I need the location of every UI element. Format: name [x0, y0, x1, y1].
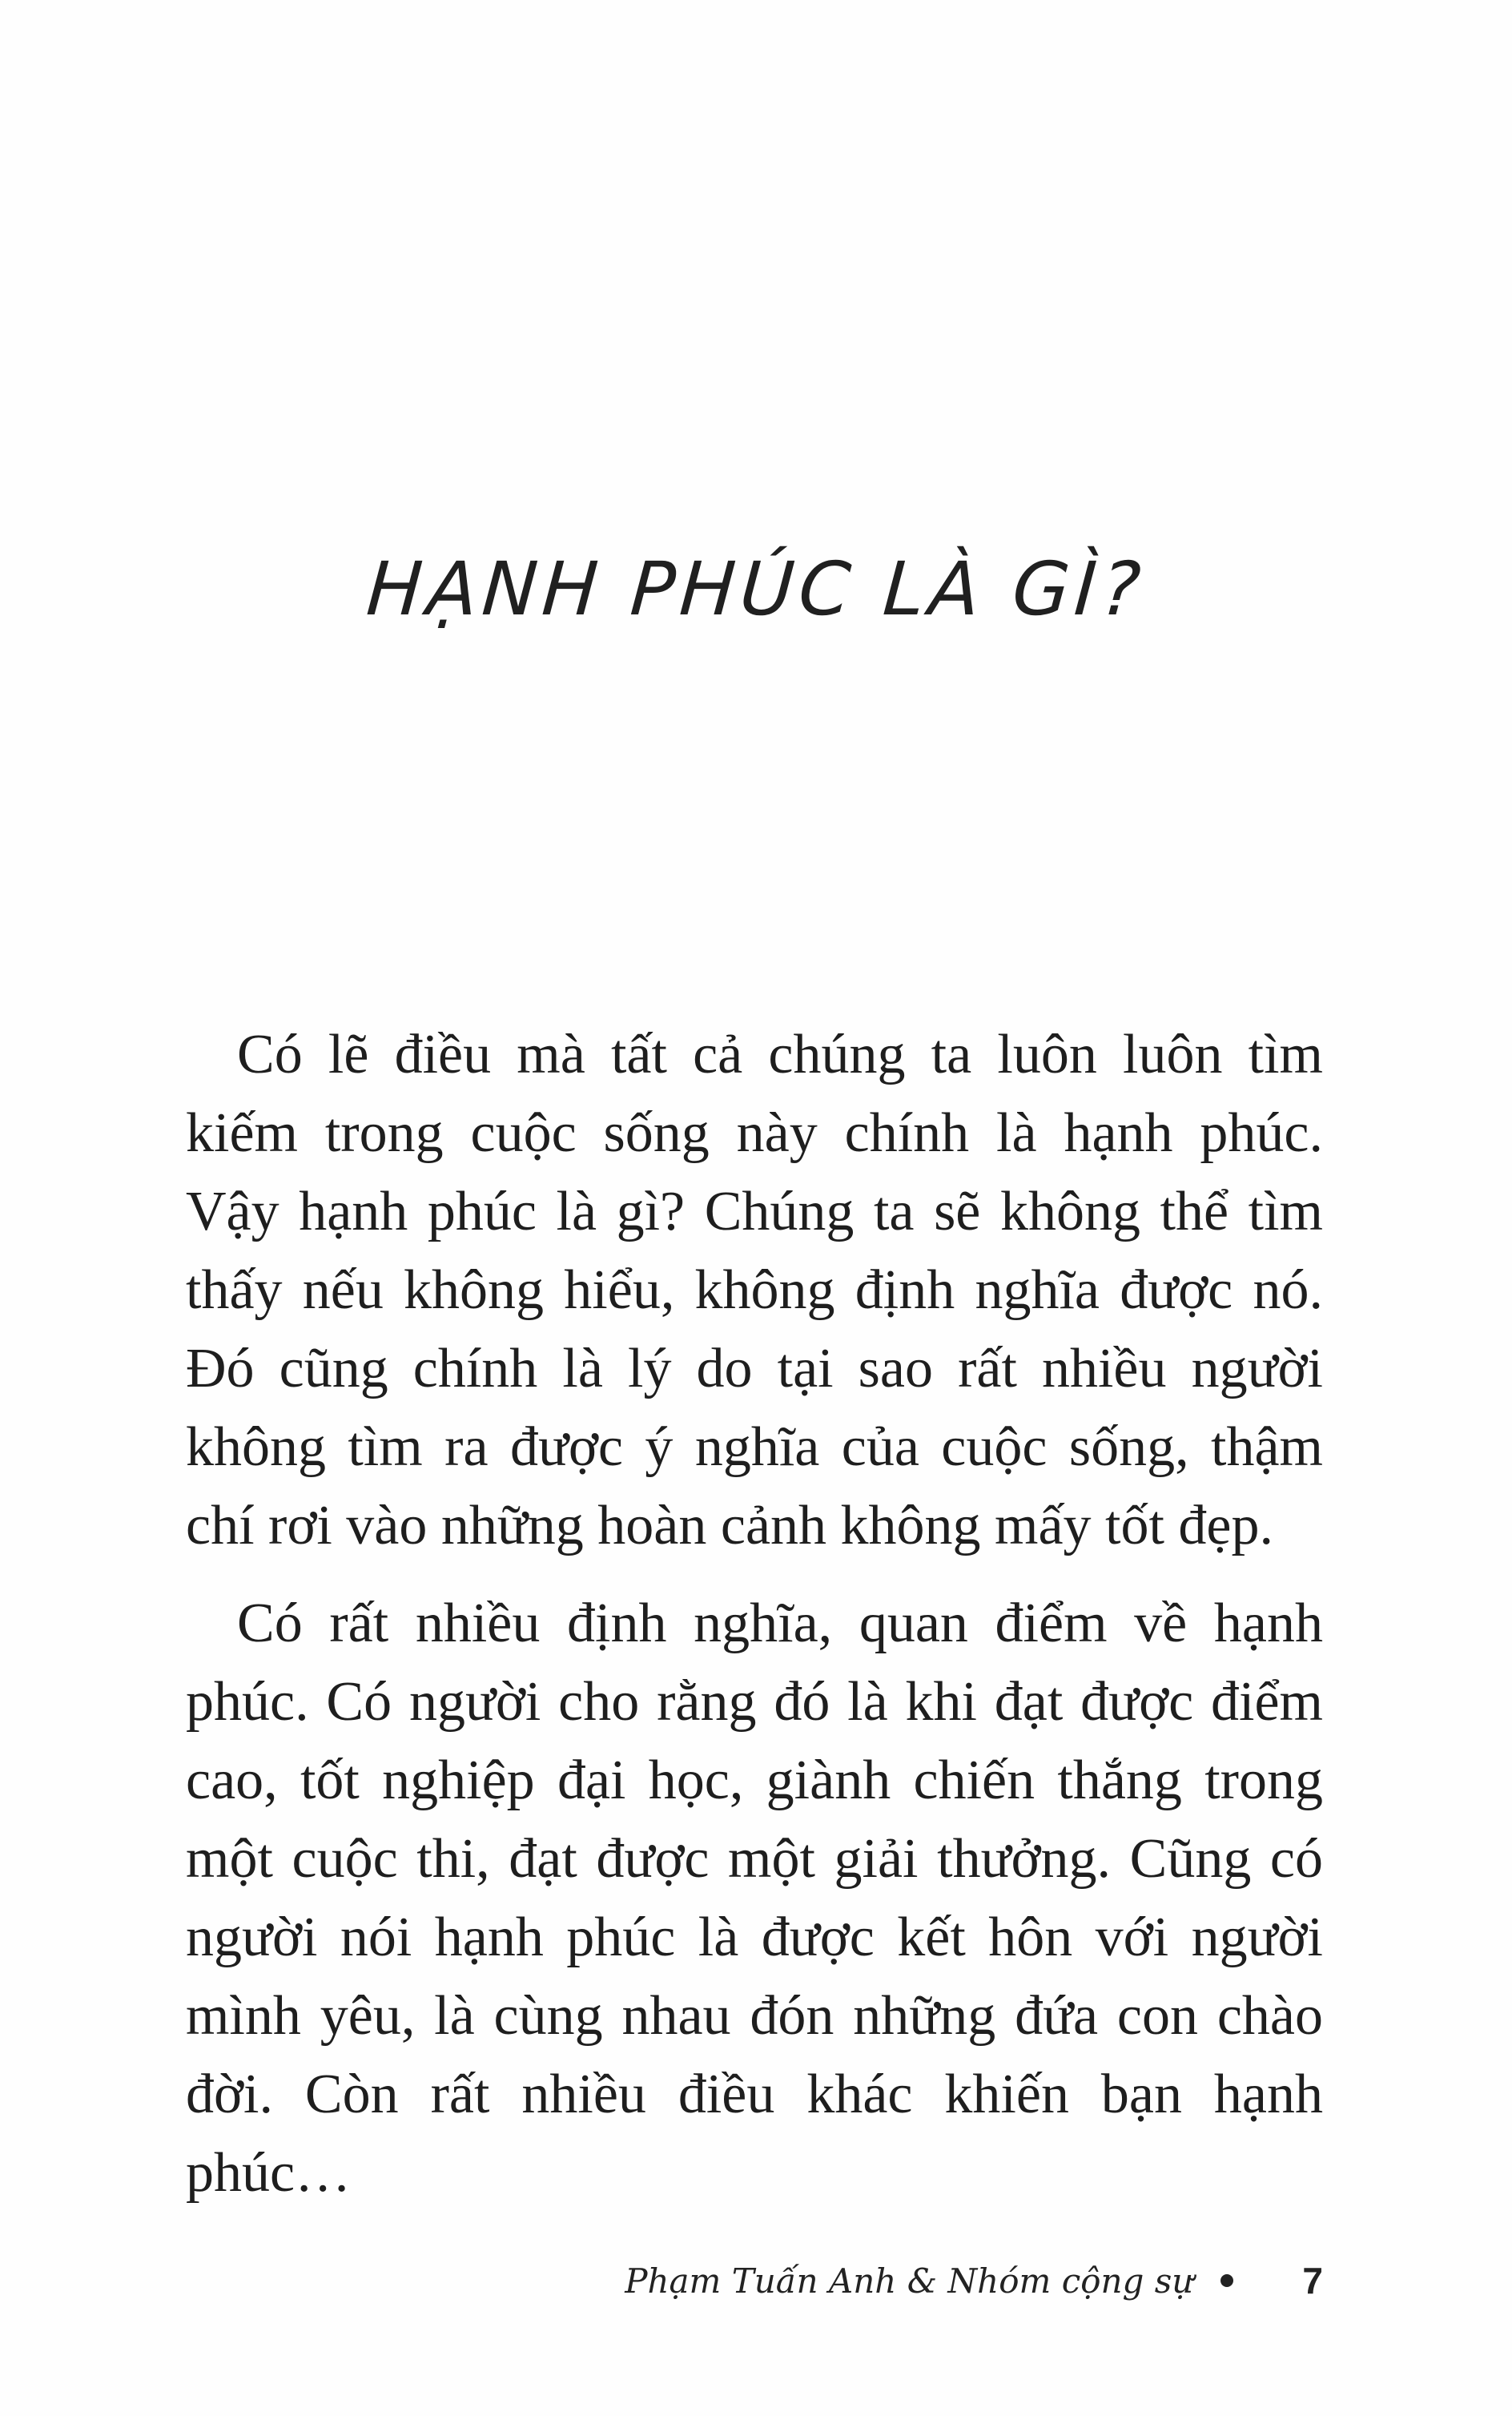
body-text — [186, 1016, 1323, 2213]
chapter-title: HẠNH PHÚC LÀ GÌ? — [364, 546, 1148, 632]
author-credit: Phạm Tuấn Anh & Nhóm cộng sự — [625, 2261, 1194, 2301]
page-footer — [625, 2259, 1323, 2302]
page-number: 7 — [1302, 2260, 1323, 2301]
paragraph-2: Có rất nhiều định nghĩa, quan điểm về hạnh phúc. Có người cho rằng đó là khi đạt được điểm cao, tốt nghiệp đại học, giành chiến thắng trong một cuộc thi, đạt được một giải thưởng. Cũng có người nói hạnh phúc là được kết hôn với người mình yêu, là cùng nhau đón những đứa con chào đời. Còn rất nhiều điều khác khiến bạn hạnh phúc… — [186, 1593, 1323, 2204]
bullet-icon — [1220, 2274, 1233, 2287]
paragraph-1: Có lẽ điều mà tất cả chúng ta luôn luôn tìm kiếm trong cuộc sống này chính là hạnh phúc. Vậy hạnh phúc là gì? Chúng ta sẽ không thể tìm thấy nếu không hiểu, không định nghĩa được nó. Đó cũng chính là lý do tại sao rất nhiều người không tìm ra được ý nghĩa của cuộc sống, thậm chí rơi vào những hoàn cảnh không mấy tốt đẹp. — [186, 1024, 1323, 1556]
